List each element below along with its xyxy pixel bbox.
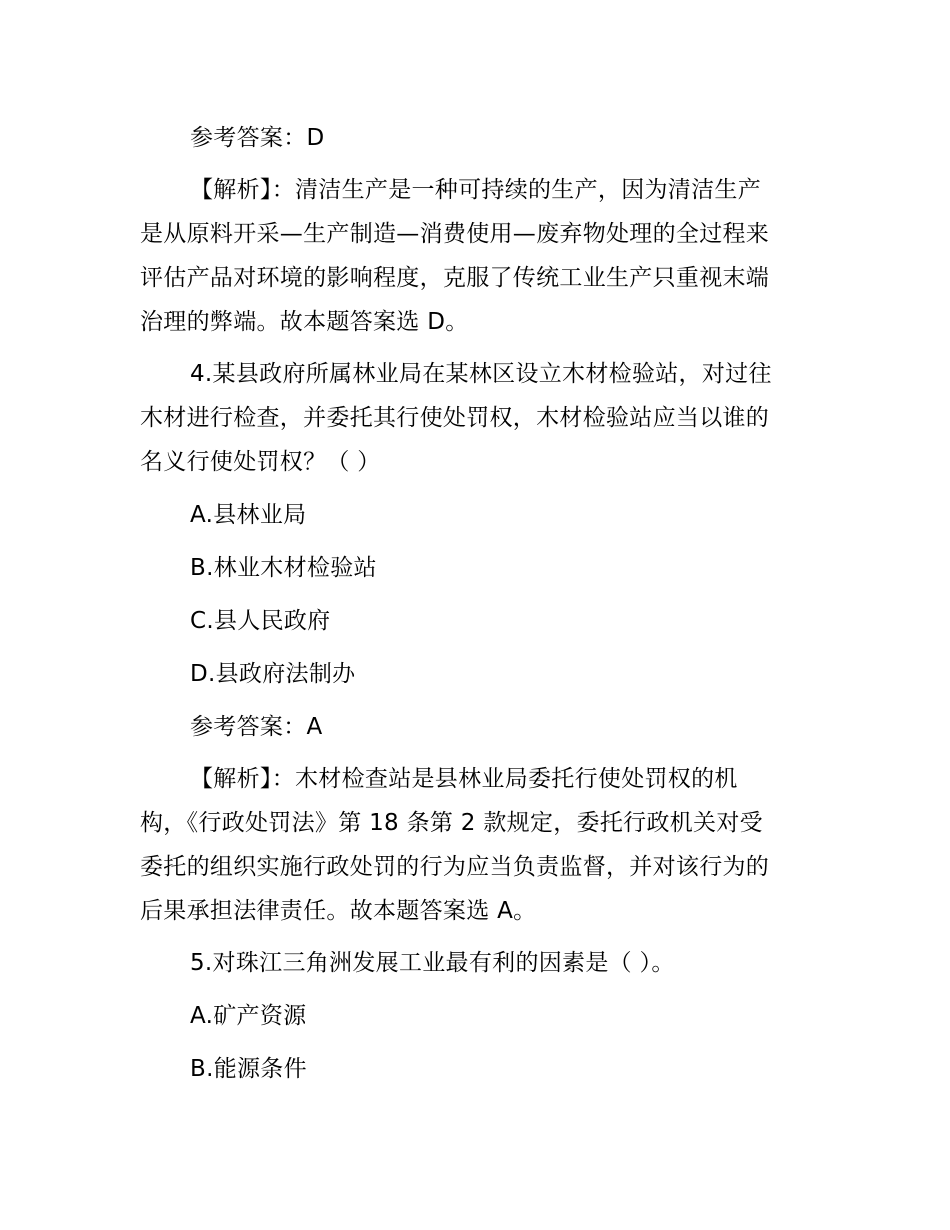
question-5: 5.对珠江三角洲发展工业最有利的因素是（ ）。 bbox=[190, 950, 675, 976]
option-a: A.矿产资源 bbox=[190, 1003, 307, 1029]
option-d: D.县政府法制办 bbox=[190, 661, 356, 687]
analysis-line: 评估产品对环境的影响程度，克服了传统工业生产只重视末端 bbox=[140, 265, 770, 291]
option-b: B.能源条件 bbox=[190, 1056, 307, 1082]
analysis-line: 【解析】：清洁生产是一种可持续的生产，因为清洁生产 bbox=[190, 177, 761, 203]
question-line: 木材进行检查，并委托其行使处罚权，木材检验站应当以谁的 bbox=[140, 405, 770, 431]
analysis-line: 是从原料开采—生产制造—消费使用—废弃物处理的全过程来 bbox=[140, 221, 770, 247]
analysis-line: 委托的组织实施行政处罚的行为应当负责监督，并对该行为的 bbox=[140, 854, 770, 880]
analysis-paragraph bbox=[140, 757, 815, 933]
analysis-paragraph bbox=[140, 168, 815, 344]
analysis-line: 【解析】：木材检查站是县林业局委托行使处罚权的机 bbox=[190, 766, 738, 792]
answer-line: 参考答案：A bbox=[190, 714, 323, 740]
question-line: 4.某县政府所属林业局在某林区设立木材检验站，对过往 bbox=[190, 361, 772, 387]
option-a: A.县林业局 bbox=[190, 502, 307, 528]
analysis-line: 后果承担法律责任。故本题答案选 A。 bbox=[140, 898, 537, 924]
question-4 bbox=[140, 352, 815, 484]
question-line: 名义行使处罚权？（ ） bbox=[140, 449, 381, 475]
document-content bbox=[140, 116, 815, 1091]
analysis-line: 构，《行政处罚法》第 18 条第 2 款规定，委托行政机关对受 bbox=[140, 810, 763, 836]
option-c: C.县人民政府 bbox=[190, 608, 331, 634]
option-b: B.林业木材检验站 bbox=[190, 555, 377, 581]
answer-line: 参考答案：D bbox=[190, 125, 325, 151]
analysis-line: 治理的弊端。故本题答案选 D。 bbox=[140, 309, 469, 335]
